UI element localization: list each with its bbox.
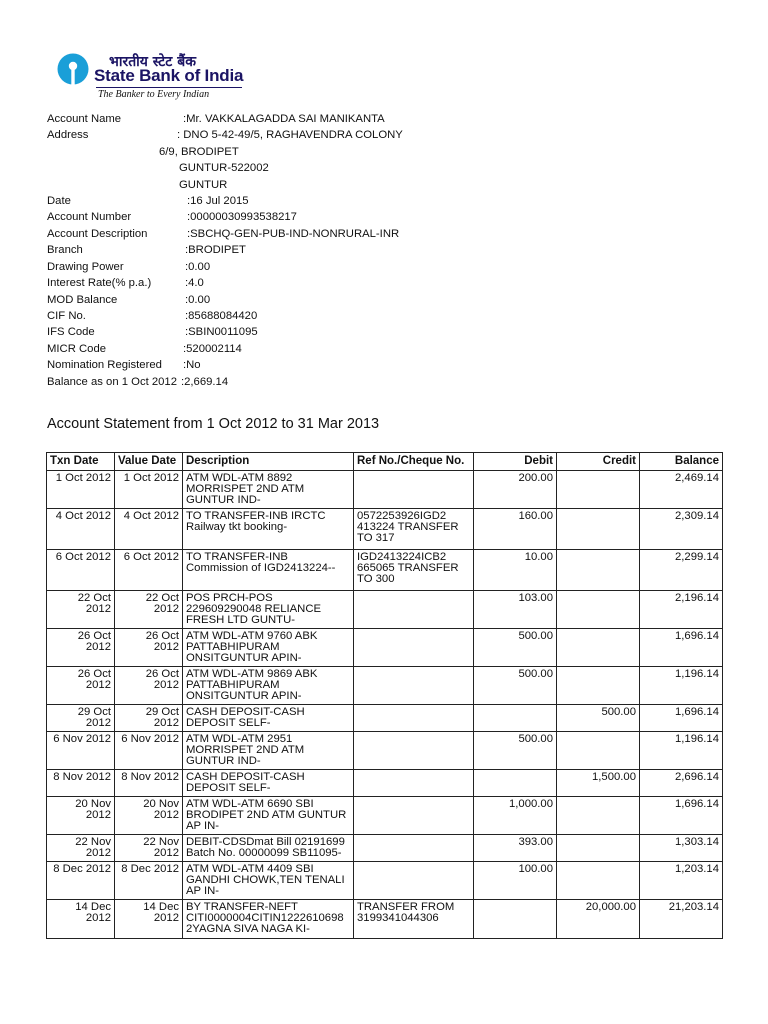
table-row: [47, 509, 723, 550]
info-label: Address: [47, 129, 89, 141]
balance-cell: 1,696.14: [640, 629, 723, 667]
ref-no-cell: [354, 667, 474, 705]
info-value: :No: [183, 359, 201, 371]
txn-date-cell: 26 Oct 2012: [47, 629, 115, 667]
info-value: GUNTUR: [179, 179, 228, 191]
value-date-cell: 8 Nov 2012: [115, 770, 183, 797]
balance-cell: 21,203.14: [640, 900, 723, 939]
header-debit: Debit: [474, 453, 557, 471]
header-ref-no: Ref No./Cheque No.: [354, 453, 474, 471]
debit-cell: 200.00: [474, 471, 557, 509]
debit-cell: 500.00: [474, 667, 557, 705]
txn-date-cell: 26 Oct 2012: [47, 667, 115, 705]
value-date-cell: 1 Oct 2012: [115, 471, 183, 509]
value-date-cell: 14 Dec 2012: [115, 900, 183, 939]
value-date-cell: 4 Oct 2012: [115, 509, 183, 550]
table-row: [47, 471, 723, 509]
debit-cell: [474, 705, 557, 732]
debit-cell: 1,000.00: [474, 797, 557, 835]
description-cell: ATM WDL-ATM 9869 ABK PATTABHIPURAM ONSITGUNTUR APIN-: [183, 667, 354, 705]
info-value: :520002114: [183, 343, 242, 355]
description-cell: ATM WDL-ATM 6690 SBI BRODIPET 2ND ATM GUNTUR AP IN-: [183, 797, 354, 835]
description-cell: ATM WDL-ATM 4409 SBI GANDHI CHOWK,TEN TENALI AP IN-: [183, 862, 354, 900]
txn-date-cell: 29 Oct 2012: [47, 705, 115, 732]
debit-cell: 10.00: [474, 550, 557, 591]
debit-cell: 160.00: [474, 509, 557, 550]
info-label: Account Description: [47, 228, 148, 240]
txn-date-cell: 4 Oct 2012: [47, 509, 115, 550]
value-date-cell: 26 Oct 2012: [115, 667, 183, 705]
table-row: [47, 629, 723, 667]
info-label: Interest Rate(% p.a.): [47, 277, 152, 289]
info-label: IFS Code: [47, 326, 95, 338]
info-label: Balance as on 1 Oct 2012: [47, 376, 178, 388]
credit-cell: 20,000.00: [557, 900, 640, 939]
balance-cell: 2,696.14: [640, 770, 723, 797]
statement-title: Account Statement from 1 Oct 2012 to 31 Mar 2013: [47, 416, 380, 432]
ref-no-cell: IGD2413224ICB2 665065 TRANSFER TO 300: [354, 550, 474, 591]
sbi-logo: [56, 52, 256, 104]
txn-date-cell: 20 Nov 2012: [47, 797, 115, 835]
debit-cell: 393.00: [474, 835, 557, 862]
table-row: [47, 835, 723, 862]
value-date-cell: 29 Oct 2012: [115, 705, 183, 732]
ref-no-cell: [354, 862, 474, 900]
description-cell: DEBIT-CDSDmat Bill 02191699 Batch No. 00000099 SB11095-: [183, 835, 354, 862]
bank-tagline: The Banker to Every Indian: [98, 89, 210, 100]
info-value: :SBCHQ-GEN-PUB-IND-NONRURAL-INR: [187, 228, 400, 240]
info-label: Date: [47, 195, 71, 207]
balance-cell: 1,696.14: [640, 705, 723, 732]
sbi-keyhole-icon: [56, 52, 90, 86]
info-value: :85688084420: [185, 310, 258, 322]
table-row: [47, 667, 723, 705]
credit-cell: 1,500.00: [557, 770, 640, 797]
balance-cell: 1,696.14: [640, 797, 723, 835]
debit-cell: [474, 900, 557, 939]
txn-date-cell: 22 Nov 2012: [47, 835, 115, 862]
info-value: :BRODIPET: [185, 244, 246, 256]
credit-cell: [557, 667, 640, 705]
value-date-cell: 20 Nov 2012: [115, 797, 183, 835]
value-date-cell: 6 Oct 2012: [115, 550, 183, 591]
balance-cell: 1,196.14: [640, 667, 723, 705]
info-value: :2,669.14: [181, 376, 229, 388]
ref-no-cell: [354, 770, 474, 797]
transactions-table: [46, 452, 723, 939]
info-value: :16 Jul 2015: [187, 195, 249, 207]
info-label: Nomination Registered: [47, 359, 162, 371]
header-txn-date: Txn Date: [47, 453, 115, 471]
ref-no-cell: [354, 835, 474, 862]
credit-cell: [557, 550, 640, 591]
credit-cell: [557, 862, 640, 900]
info-value: :Mr. VAKKALAGADDA SAI MANIKANTA: [183, 113, 385, 125]
info-label: Drawing Power: [47, 261, 124, 273]
txn-date-cell: 6 Oct 2012: [47, 550, 115, 591]
credit-cell: [557, 471, 640, 509]
credit-cell: [557, 629, 640, 667]
txn-date-cell: 14 Dec 2012: [47, 900, 115, 939]
info-value: :4.0: [185, 277, 204, 289]
info-label: Account Name: [47, 113, 122, 125]
txn-date-cell: 8 Dec 2012: [47, 862, 115, 900]
credit-cell: [557, 732, 640, 770]
debit-cell: [474, 770, 557, 797]
table-header-row: [47, 453, 723, 471]
info-value: :00000030993538217: [187, 211, 297, 223]
header-credit: Credit: [557, 453, 640, 471]
txn-date-cell: 6 Nov 2012: [47, 732, 115, 770]
table-row: [47, 862, 723, 900]
description-cell: TO TRANSFER-INB IRCTC Railway tkt booking-: [183, 509, 354, 550]
logo-divider: [96, 87, 242, 88]
value-date-cell: 22 Oct 2012: [115, 591, 183, 629]
description-cell: TO TRANSFER-INB Commission of IGD2413224--: [183, 550, 354, 591]
description-cell: BY TRANSFER-NEFT CITI0000004CITIN1222610698 2YAGNA SIVA NAGA KI-: [183, 900, 354, 939]
description-cell: POS PRCH-POS 229609290048 RELIANCE FRESH LTD GUNTU-: [183, 591, 354, 629]
balance-cell: 2,309.14: [640, 509, 723, 550]
description-cell: ATM WDL-ATM 9760 ABK PATTABHIPURAM ONSITGUNTUR APIN-: [183, 629, 354, 667]
ref-no-cell: [354, 705, 474, 732]
txn-date-cell: 1 Oct 2012: [47, 471, 115, 509]
balance-cell: 1,196.14: [640, 732, 723, 770]
header-value-date: Value Date: [115, 453, 183, 471]
balance-cell: 1,303.14: [640, 835, 723, 862]
credit-cell: [557, 591, 640, 629]
table-row: [47, 705, 723, 732]
balance-cell: 2,469.14: [640, 471, 723, 509]
value-date-cell: 6 Nov 2012: [115, 732, 183, 770]
txn-date-cell: 22 Oct 2012: [47, 591, 115, 629]
credit-cell: 500.00: [557, 705, 640, 732]
table-row: [47, 732, 723, 770]
table-row: [47, 797, 723, 835]
balance-cell: 2,299.14: [640, 550, 723, 591]
info-value: :SBIN0011095: [185, 326, 258, 338]
value-date-cell: 8 Dec 2012: [115, 862, 183, 900]
ref-no-cell: [354, 732, 474, 770]
table-row: [47, 770, 723, 797]
ref-no-cell: [354, 591, 474, 629]
credit-cell: [557, 797, 640, 835]
debit-cell: 103.00: [474, 591, 557, 629]
bank-name: State Bank of India: [94, 66, 244, 85]
ref-no-cell: TRANSFER FROM 3199341044306: [354, 900, 474, 939]
table-row: [47, 591, 723, 629]
bank-hindi-name: भारतीय स्टेट बैंक: [109, 54, 196, 70]
description-cell: CASH DEPOSIT-CASH DEPOSIT SELF-: [183, 705, 354, 732]
table-row: [47, 550, 723, 591]
info-label: CIF No.: [47, 310, 86, 322]
ref-no-cell: [354, 471, 474, 509]
debit-cell: 500.00: [474, 732, 557, 770]
balance-cell: 2,196.14: [640, 591, 723, 629]
balance-cell: 1,203.14: [640, 862, 723, 900]
header-balance: Balance: [640, 453, 723, 471]
description-cell: CASH DEPOSIT-CASH DEPOSIT SELF-: [183, 770, 354, 797]
transactions-body: [47, 471, 723, 939]
value-date-cell: 22 Nov 2012: [115, 835, 183, 862]
info-label: MICR Code: [47, 343, 107, 355]
description-cell: ATM WDL-ATM 2951 MORRISPET 2ND ATM GUNTUR IND-: [183, 732, 354, 770]
debit-cell: 500.00: [474, 629, 557, 667]
info-value: : DNO 5-42-49/5, RAGHAVENDRA COLONY: [177, 129, 403, 141]
header-description: Description: [183, 453, 354, 471]
info-label: Branch: [47, 244, 83, 256]
info-label: MOD Balance: [47, 294, 118, 306]
value-date-cell: 26 Oct 2012: [115, 629, 183, 667]
info-value: :0.00: [185, 261, 211, 273]
credit-cell: [557, 835, 640, 862]
txn-date-cell: 8 Nov 2012: [47, 770, 115, 797]
ref-no-cell: [354, 797, 474, 835]
info-value: GUNTUR-522002: [179, 162, 269, 174]
info-value: 6/9, BRODIPET: [159, 146, 239, 158]
info-label: Account Number: [47, 211, 132, 223]
info-value: :0.00: [185, 294, 211, 306]
ref-no-cell: [354, 629, 474, 667]
ref-no-cell: 0572253926IGD2 413224 TRANSFER TO 317: [354, 509, 474, 550]
credit-cell: [557, 509, 640, 550]
debit-cell: 100.00: [474, 862, 557, 900]
description-cell: ATM WDL-ATM 8892 MORRISPET 2ND ATM GUNTUR IND-: [183, 471, 354, 509]
table-row: [47, 900, 723, 939]
